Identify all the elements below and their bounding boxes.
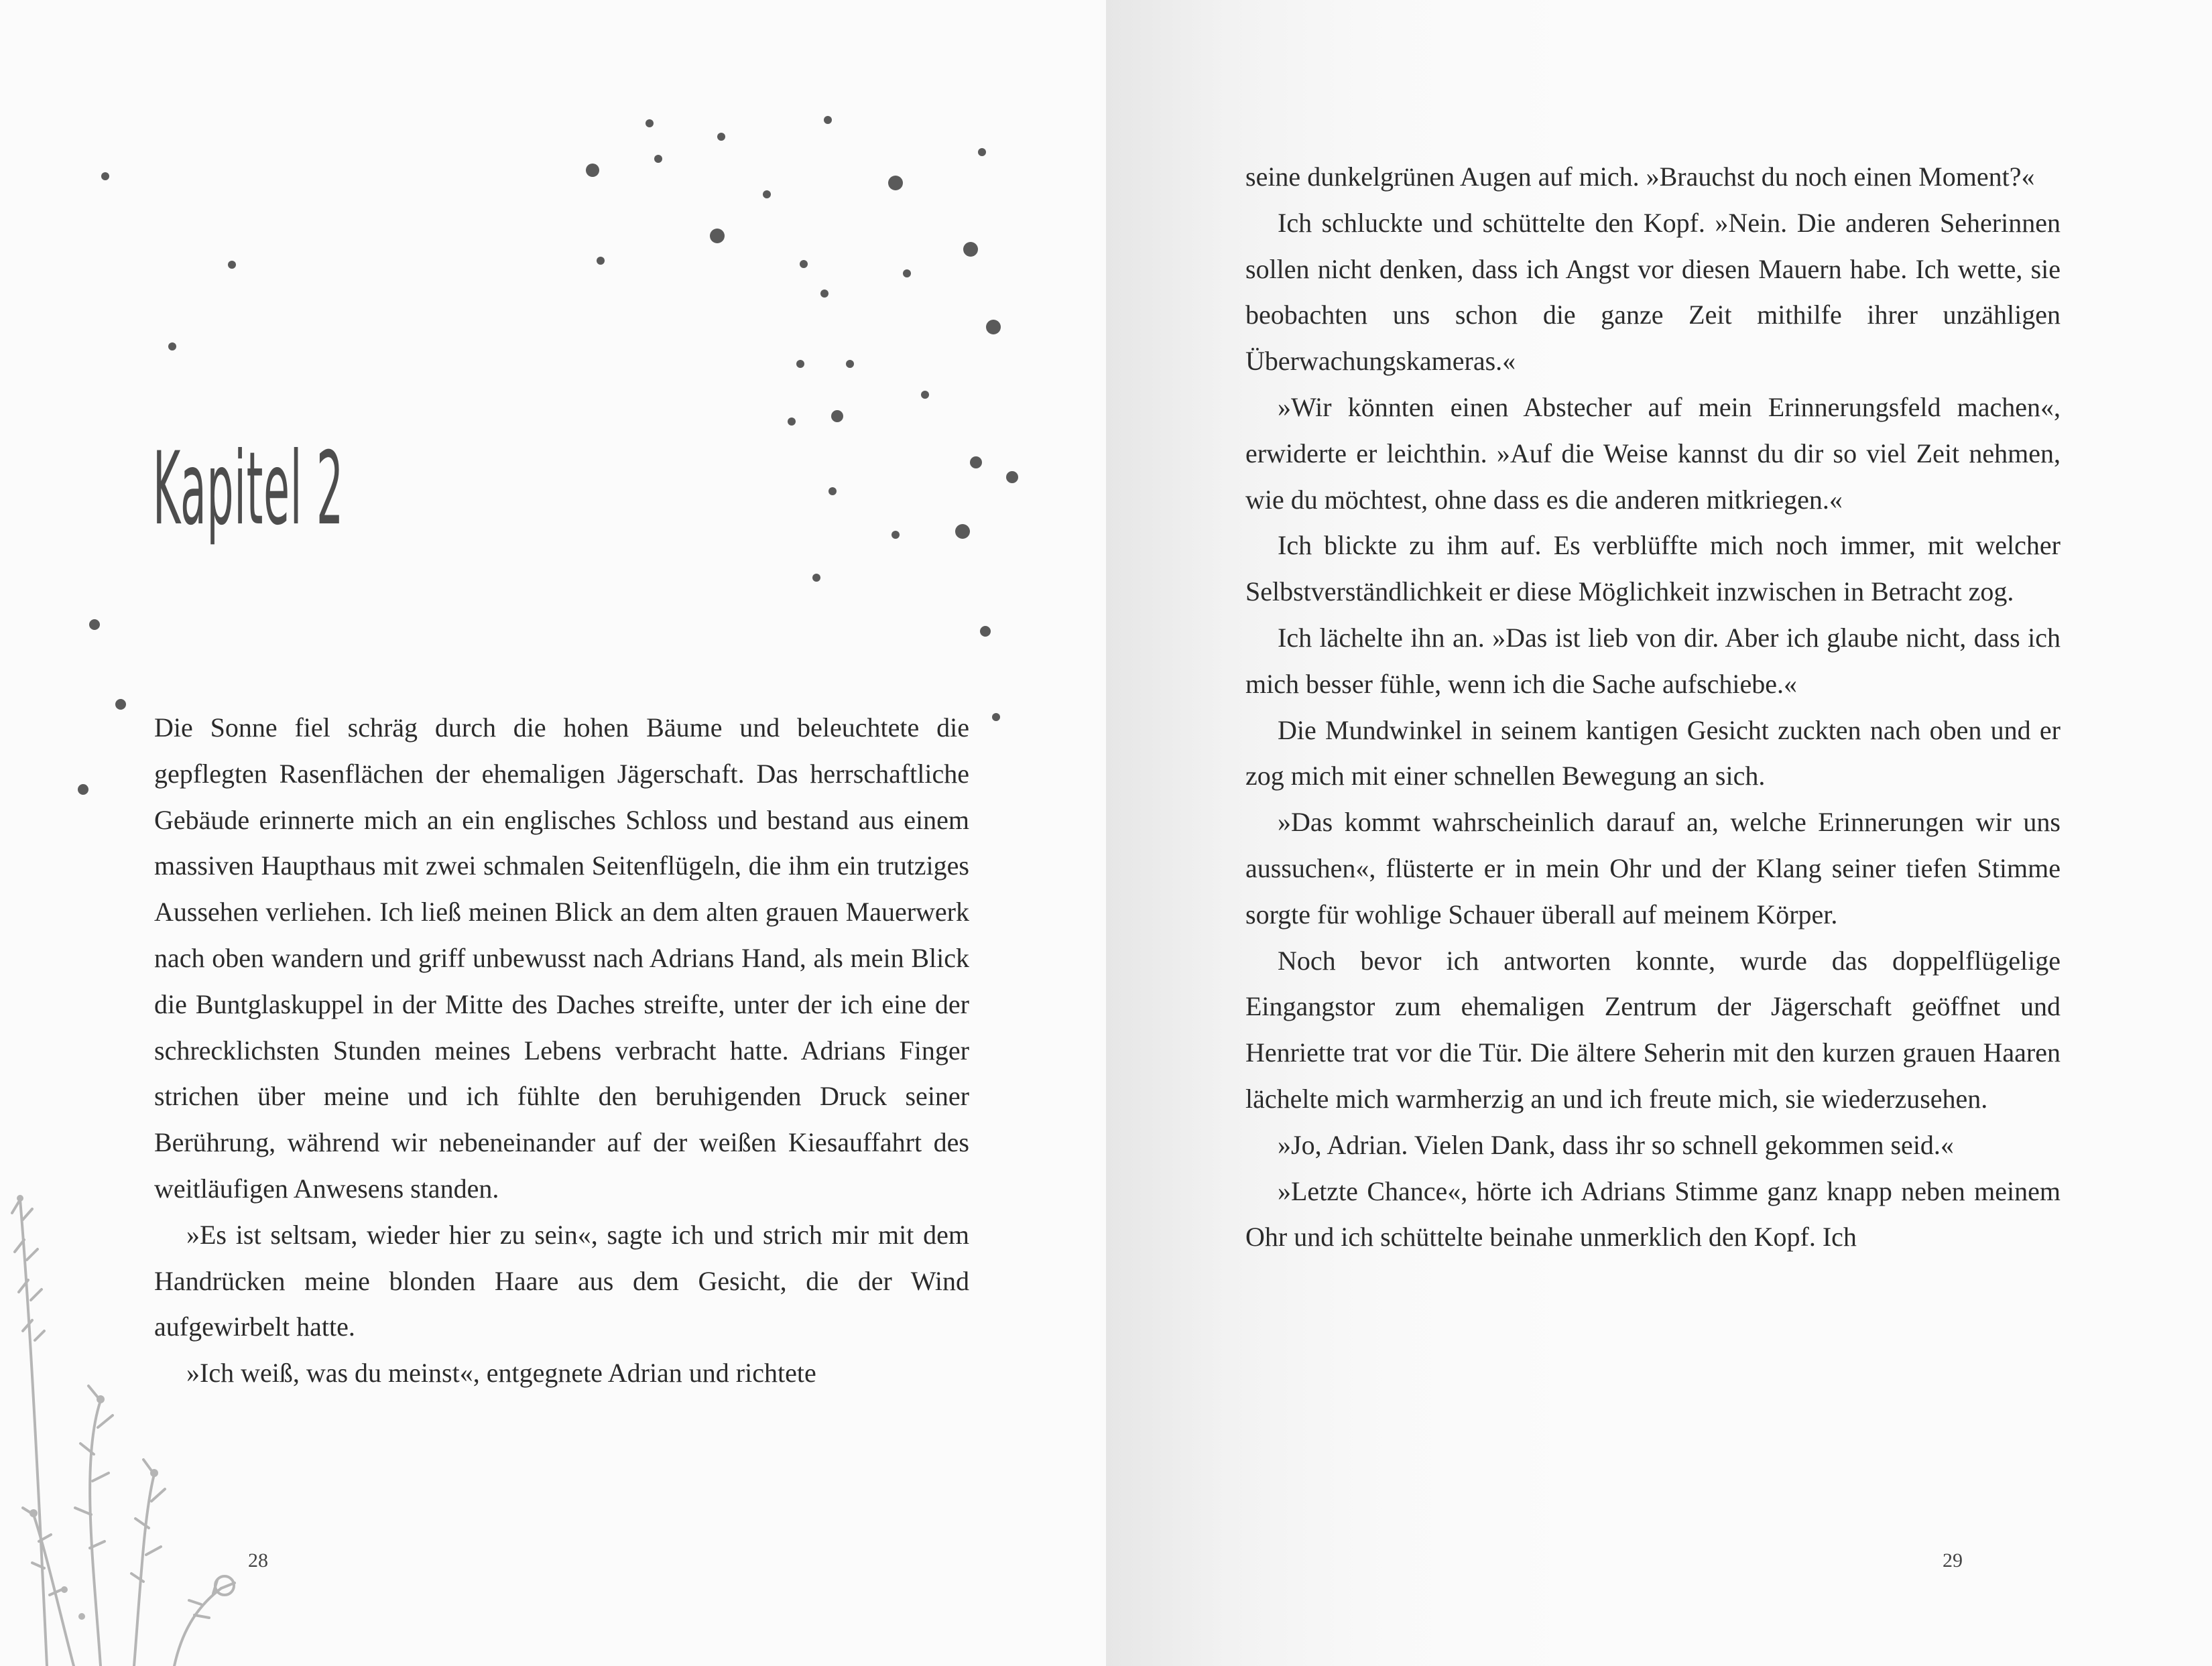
paragraph: »Wir könnten einen Abstecher auf mein Erinnerungsfeld machen«, erwiderte er leichthin. »Auf die Weise kannst du dir so viel Zeit nehmen, wie du möchtest, ohne dass es die anderen mitkriegen.« — [1245, 391, 2061, 515]
paragraph: »Es ist seltsam, wieder hier zu sein«, sagte ich und strich mir mit dem Handrücken meine blonden Haare aus dem Gesicht, die der Wind aufgewirbelt hatte. — [154, 1219, 969, 1342]
right-page-text — [1245, 154, 2061, 1261]
paragraph: seine dunkelgrünen Augen auf mich. »Brauchst du noch einen Moment?« — [1245, 162, 2035, 192]
paragraph: »Jo, Adrian. Vielen Dank, dass ihr so schnell gekommen seid.« — [1278, 1129, 1954, 1160]
page-number: 29 — [1943, 1549, 1963, 1572]
paragraph: Ich lächelte ihn an. »Das ist lieb von dir. Aber ich glaube nicht, dass ich mich besser fühle, wenn ich die Sache aufschiebe.« — [1245, 622, 2061, 699]
wildflower-plant-illustration — [0, 1179, 282, 1666]
page-number: 28 — [248, 1549, 268, 1572]
right-page — [1106, 0, 2212, 1666]
paragraph: Noch bevor ich antworten konnte, wurde das doppelflügelige Eingangstor zum ehemaligen Zentrum der Jägerschaft geöffnet und Henriette trat vor die Tür. Die ältere Seherin mit den kurzen grauen Haaren lächelte mich warmherzig an und ich freute mich, sie wiederzusehen. — [1245, 945, 2061, 1114]
paragraph: Die Mundwinkel in seinem kantigen Gesicht zuckten nach oben und er zog mich mit einer schnellen Bewegung an sich. — [1245, 714, 2061, 791]
paragraph: »Das kommt wahrscheinlich darauf an, welche Erinnerungen wir uns aussuchen«, flüsterte er in mein Ohr und der Klang seiner tiefen Stimme sorgte für wohlige Schauer überall auf meinem Körper. — [1245, 807, 2061, 930]
paragraph: »Ich weiß, was du meinst«, entgegnete Adrian und richtete — [186, 1358, 816, 1389]
paragraph: Die Sonne fiel schräg durch die hohen Bäume und beleuchtete die gepflegten Rasenflächen der ehemaligen Jägerschaft. Das herrschaftliche Gebäude erinnerte mich an ein englisches Schloss und bestand aus einem massiven Haupthaus mit zwei schmalen Seitenflügeln, die ihm ein trutziges Aussehen verliehen. Ich ließ meinen Blick an dem alten grauen Mauerwerk nach oben wandern und griff unbewusst nach Adrians Hand, als mein Blick die Buntglaskuppel in der Mitte des Daches streifte, unter der ich eine der schrecklichsten Stunden meines Lebens verbracht hatte. Adrians Finger strichen über meine und ich fühlte den beruhigenden Druck seiner Berührung, während wir nebeneinander auf der weißen Kiesauffahrt des weitläufigen Anwesens standen. — [154, 712, 969, 1204]
paragraph: Ich schluckte und schüttelte den Kopf. »Nein. Die anderen Seherinnen sollen nicht denken, dass ich Angst vor diesen Mauern habe. Ich wette, sie beobachten uns schon die ganze Zeit mithilfe ihrer unzähligen Überwachungskameras.« — [1245, 207, 2061, 377]
chapter-title: Kapitel 2 — [153, 431, 344, 548]
paragraph: »Letzte Chance«, hörte ich Adrians Stimme ganz knapp neben meinem Ohr und ich schüttelte beinahe unmerklich den Kopf. Ich — [1245, 1175, 2061, 1253]
paragraph: Ich blickte zu ihm auf. Es verblüffte mich noch immer, mit welcher Selbstverständlichkeit er diese Möglichkeit inzwischen in Betracht zog. — [1245, 530, 2061, 607]
